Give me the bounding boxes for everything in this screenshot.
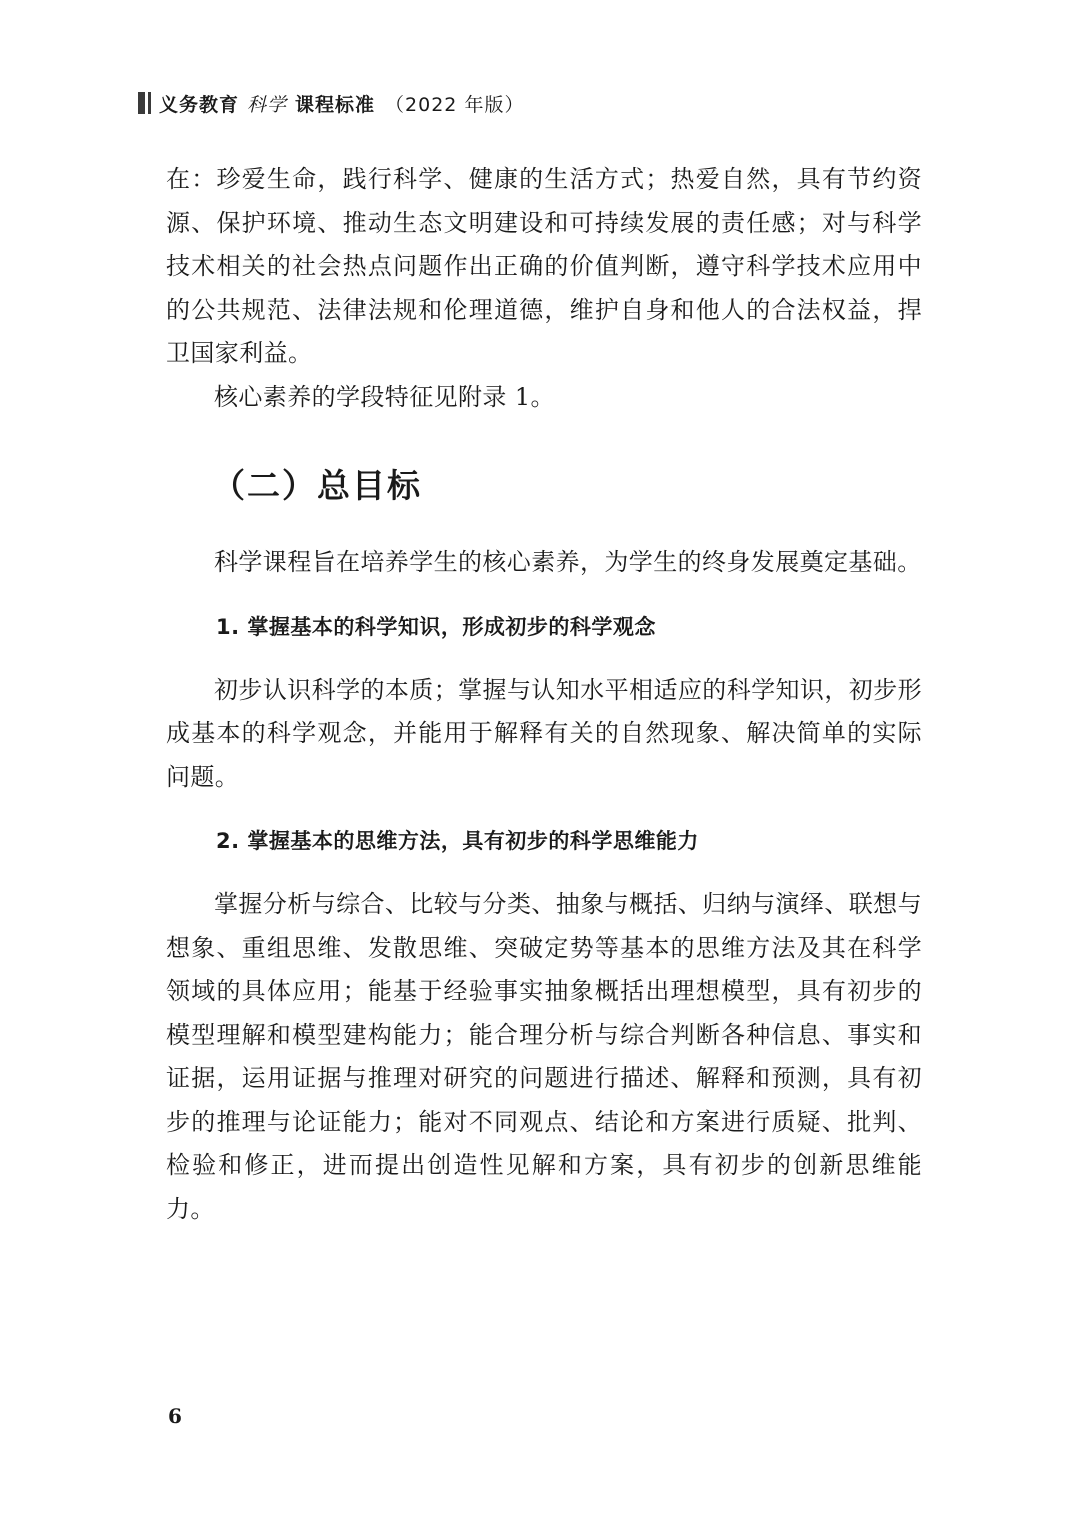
paragraph-appendix-note: 核心素养的学段特征见附录 1。 xyxy=(214,382,555,411)
paragraph-knowledge: 初步认识科学的本质；掌握与认知水平相适应的科学知识，初步形成基本的科学观念，并能用于解释有关的自然现象、解决简单的实际问题。 xyxy=(166,675,922,791)
section-title: （二）总目标 xyxy=(212,466,422,505)
header-title-suffix: 课程标准 xyxy=(295,93,376,116)
header-edition: （2022 年版） xyxy=(385,93,525,116)
paragraph-values: 在：珍爱生命，践行科学、健康的生活方式；热爱自然，具有节约资源、保护环境、推动生态文明建设和可持续发展的责任感；对与科学技术相关的社会热点问题作出正确的价值判断，遵守科学技术应用中的公共规范、法律法规和伦理道德，维护自身和他人的合法权益，捍卫国家利益。 xyxy=(166,165,922,367)
header-bar-icon xyxy=(138,92,151,114)
paragraph-thinking: 掌握分析与综合、比较与分类、抽象与概括、归纳与演绎、联想与想象、重组思维、发散思维、突破定势等基本的思维方法及其在科学领域的具体应用；能基于经验事实抽象概括出理想模型，具有初步的模型理解和模型建构能力；能合理分析与综合判断各种信息、事实和证据，运用证据与推理对研究的问题进行描述、解释和预测，具有初步的推理与论证能力；能对不同观点、结论和方案进行质疑、批判、检验和修正，进而提出创造性见解和方案，具有初步的创新思维能力。 xyxy=(166,890,922,1223)
paragraph-goal-intro: 科学课程旨在培养学生的核心素养，为学生的终身发展奠定基础。 xyxy=(214,548,922,576)
header-subject: 科学 xyxy=(247,93,288,116)
subheading-knowledge: 1. 掌握基本的科学知识，形成初步的科学观念 xyxy=(216,614,656,639)
page-number: 6 xyxy=(168,1404,182,1428)
page-body xyxy=(166,158,922,1231)
running-header xyxy=(138,88,524,118)
subheading-thinking: 2. 掌握基本的思维方法，具有初步的科学思维能力 xyxy=(216,829,699,853)
header-title-prefix: 义务教育 xyxy=(159,93,240,116)
